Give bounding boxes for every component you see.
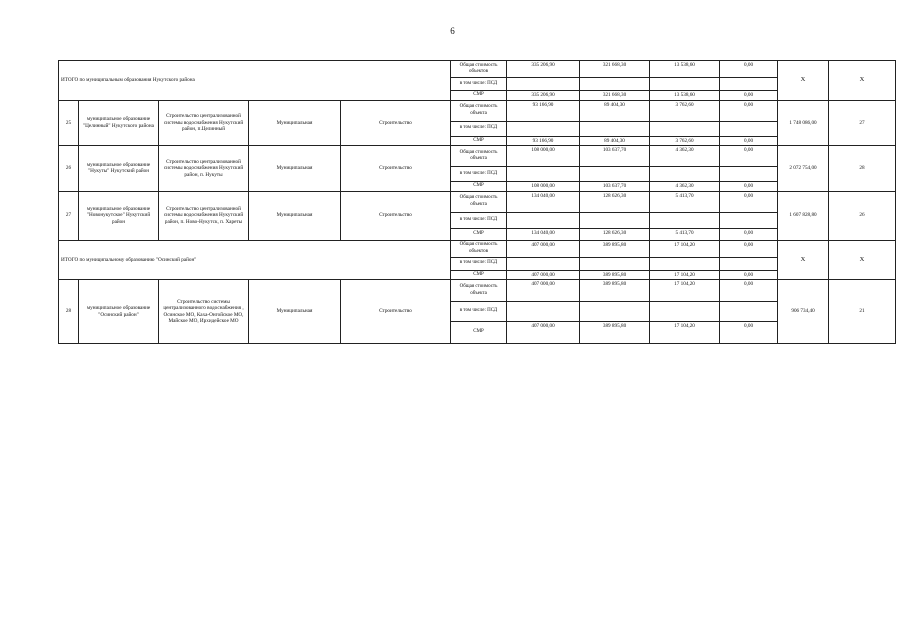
psd-value — [720, 302, 778, 322]
total-cost-label: Общая стоимость объекта — [451, 146, 507, 167]
psd-value — [720, 257, 778, 270]
smr-label: СМР — [451, 182, 507, 192]
total-cost-value: 17 104,20 — [650, 280, 720, 302]
psd-value — [507, 167, 580, 182]
smr-value: 407 000,00 — [507, 322, 580, 344]
work-type: Строительство — [341, 191, 451, 240]
smr-value: 13 538,60 — [650, 91, 720, 101]
smr-value: 108 000,00 — [507, 182, 580, 192]
smr-value: 93 166,90 — [507, 136, 580, 146]
psd-value — [650, 212, 720, 228]
smr-value: 128 626,30 — [580, 228, 650, 240]
ownership-type: Муниципальная — [249, 191, 341, 240]
work-type: Строительство — [341, 146, 451, 192]
total-cost-label: Общая стоимость объектов — [451, 61, 507, 78]
total-cost-value: 321 668,30 — [580, 61, 650, 78]
total-cost-label: Общая стоимость объекта — [451, 280, 507, 302]
row-number: 28 — [59, 280, 79, 344]
municipality-name: муниципальное образование "Целинный" Нукутского района — [79, 100, 159, 146]
total-cost-value: 0,00 — [720, 240, 778, 257]
smr-value: 3 762,60 — [650, 136, 720, 146]
psd-value — [507, 257, 580, 270]
psd-label: в том числе: ПСД — [451, 212, 507, 228]
page-number: 6 — [450, 26, 455, 36]
total-cost-label: Общая стоимость объектов — [451, 240, 507, 257]
total-cost-value: 103 637,70 — [580, 146, 650, 167]
psd-value — [507, 121, 580, 136]
smr-label: СМР — [451, 91, 507, 101]
total-cost-label: Общая стоимость объекта — [451, 100, 507, 121]
total-cost-value: 89 404,30 — [580, 100, 650, 121]
psd-value — [650, 78, 720, 91]
psd-label: в том числе: ПСД — [451, 167, 507, 182]
smr-label: СМР — [451, 322, 507, 344]
rank: 21 — [829, 280, 896, 344]
total-label: ИТОГО по муниципальному образованию "Осинский район" — [59, 240, 451, 280]
psd-value — [580, 167, 650, 182]
total-cost-value: 0,00 — [720, 280, 778, 302]
ownership-type: Муниципальная — [249, 100, 341, 146]
amount: 1 748 086,00 — [778, 100, 829, 146]
rank: 27 — [829, 100, 896, 146]
psd-label: в том числе: ПСД — [451, 257, 507, 270]
psd-value — [507, 302, 580, 322]
total-label: ИТОГО по муниципальным образования Нукутского района — [59, 61, 451, 101]
smr-value: 335 206,90 — [507, 91, 580, 101]
psd-value — [507, 212, 580, 228]
total-cost-value: 17 104,20 — [650, 240, 720, 257]
psd-value — [580, 302, 650, 322]
psd-value — [650, 302, 720, 322]
total-cost-value: 134 040,00 — [507, 191, 580, 212]
total-cost-value: 0,00 — [720, 191, 778, 212]
object-name: Строительство централизованной системы водоснабжения Нукутский район, п. Ново-Нукутск, п. Хареты — [159, 191, 249, 240]
rank: 28 — [829, 146, 896, 192]
psd-value — [580, 121, 650, 136]
rank: 26 — [829, 191, 896, 240]
psd-value — [650, 257, 720, 270]
total-cost-value: 389 895,80 — [580, 240, 650, 257]
smr-value: 103 637,70 — [580, 182, 650, 192]
total-cost-value: 128 626,30 — [580, 191, 650, 212]
psd-value — [720, 167, 778, 182]
smr-value: 17 104,20 — [650, 270, 720, 280]
total-cost-value: 0,00 — [720, 146, 778, 167]
smr-label: СМР — [451, 270, 507, 280]
smr-value: 389 895,80 — [580, 322, 650, 344]
psd-label: в том числе: ПСД — [451, 78, 507, 91]
x-mark: Х — [829, 61, 896, 101]
total-cost-value: 5 413,70 — [650, 191, 720, 212]
work-type: Строительство — [341, 280, 451, 344]
object-name: Строительство централизованной системы водоснабжения Нукутский район, п. Нукуты — [159, 146, 249, 192]
psd-value — [650, 167, 720, 182]
smr-label: СМР — [451, 136, 507, 146]
amount: 1 607 828,80 — [778, 191, 829, 240]
total-cost-value: 108 000,00 — [507, 146, 580, 167]
x-mark: Х — [778, 61, 829, 101]
smr-value: 321 668,30 — [580, 91, 650, 101]
ownership-type: Муниципальная — [249, 280, 341, 344]
smr-value: 17 104,20 — [650, 322, 720, 344]
psd-label: в том числе: ПСД — [451, 302, 507, 322]
smr-value: 0,00 — [720, 136, 778, 146]
smr-value: 0,00 — [720, 182, 778, 192]
object-name: Строительство централизованной системы водоснабжения Нукутский район, п.Целинный — [159, 100, 249, 146]
total-cost-value: 0,00 — [720, 100, 778, 121]
smr-value: 407 000,00 — [507, 270, 580, 280]
psd-label: в том числе: ПСД — [451, 121, 507, 136]
total-cost-value: 407 000,00 — [507, 280, 580, 302]
smr-value: 4 362,30 — [650, 182, 720, 192]
total-cost-value: 407 000,00 — [507, 240, 580, 257]
amount: 906 734,40 — [778, 280, 829, 344]
smr-value: 89 404,30 — [580, 136, 650, 146]
smr-value: 5 413,70 — [650, 228, 720, 240]
total-cost-value: 93 166,90 — [507, 100, 580, 121]
smr-value: 134 040,00 — [507, 228, 580, 240]
total-cost-value: 389 895,80 — [580, 280, 650, 302]
total-cost-value: 4 362,30 — [650, 146, 720, 167]
psd-value — [650, 121, 720, 136]
row-number: 27 — [59, 191, 79, 240]
amount: 2 072 754,00 — [778, 146, 829, 192]
psd-value — [720, 121, 778, 136]
psd-value — [580, 212, 650, 228]
object-name: Строительство системы централизованного водоснабжения , Осинское МО, Каха-Онгойское МО, Майское МО, Ирхидейское МО — [159, 280, 249, 344]
total-cost-value: 3 762,60 — [650, 100, 720, 121]
x-mark: Х — [829, 240, 896, 280]
psd-value — [507, 78, 580, 91]
smr-label: СМР — [451, 228, 507, 240]
smr-value: 0,00 — [720, 91, 778, 101]
psd-value — [720, 212, 778, 228]
municipality-name: муниципальное образование "Нукуты" Нукутский район — [79, 146, 159, 192]
total-cost-value: 13 538,60 — [650, 61, 720, 78]
psd-value — [580, 257, 650, 270]
smr-value: 389 895,80 — [580, 270, 650, 280]
total-cost-label: Общая стоимость объекта — [451, 191, 507, 212]
total-cost-value: 0,00 — [720, 61, 778, 78]
x-mark: Х — [778, 240, 829, 280]
municipality-name: муниципальное образование "Новонукутское" Нукутский район — [79, 191, 159, 240]
psd-value — [580, 78, 650, 91]
row-number: 25 — [59, 100, 79, 146]
psd-value — [720, 78, 778, 91]
ownership-type: Муниципальная — [249, 146, 341, 192]
work-type: Строительство — [341, 100, 451, 146]
municipality-name: муниципальное образование "Осинский район" — [79, 280, 159, 344]
smr-value: 0,00 — [720, 322, 778, 344]
smr-value: 0,00 — [720, 228, 778, 240]
data-table — [58, 60, 896, 344]
total-cost-value: 335 206,90 — [507, 61, 580, 78]
row-number: 26 — [59, 146, 79, 192]
smr-value: 0,00 — [720, 270, 778, 280]
